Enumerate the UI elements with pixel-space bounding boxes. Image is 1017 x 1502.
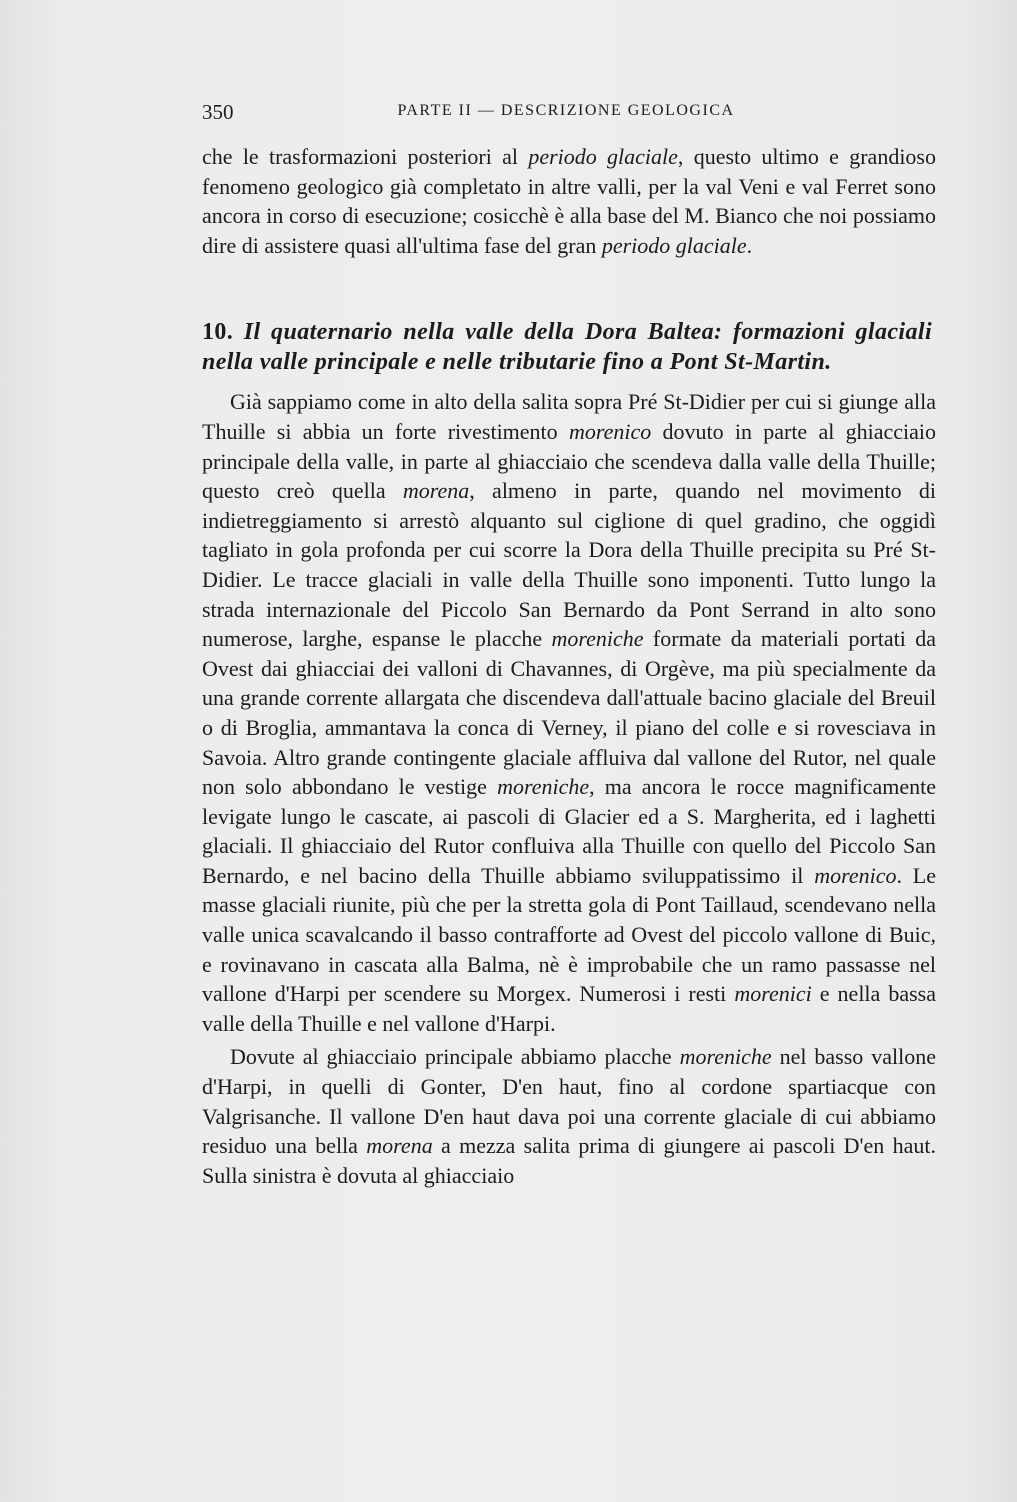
text-run: formate da materiali portati da Ovest dai ghiacciai dei valloni di Chavannes, di Orgève, ma più specialmente da una grande corrente allargata che discendeva dall'attuale bacino glaciale del Breuil o di Broglia, ammantava la conca di Verney, il piano del colle e si rovesciava in Savoia. Altro grande contingente glaciale affluiva dal vallone del Rutor, nel quale non solo abbondano le vestige <box>202 626 936 800</box>
text-run: Dovute al ghiacciaio principale abbiamo placche <box>230 1044 680 1070</box>
text-run: dovuto in parte al ghiacciaio principale della valle, in parte al ghiacciaio che scendeva dalla valle della Thuille; questo creò quella <box>202 418 936 504</box>
italic-term: morenici <box>734 981 812 1007</box>
italic-term: moreniche <box>679 1044 772 1070</box>
section-number: 10. <box>202 319 234 346</box>
paragraph <box>202 387 936 1038</box>
italic-term: moreniche <box>497 774 590 800</box>
text-run: . Le masse glaciali riunite, più che per la stretta gola di Pont Taillaud, scendevano nella valle unica scavalcando il basso contrafforte ad Ovest del piccolo vallone di Buic, e rovinavano in cascata alla Balma, nè è improbabile che un ramo passasse nel vallone d'Harpi per scendere su Morgex. Numerosi i resti <box>202 862 937 1007</box>
section-heading <box>202 318 932 377</box>
italic-term: morenico <box>814 862 897 888</box>
page-number: 350 <box>202 100 234 124</box>
text-run: nel basso vallone d'Harpi, in quelli di Gonter, D'en haut, fino al cordone spartiacque con Valgrisanche. Il vallone D'en haut dava poi una corrente glaciale di cui abbiamo residuo una bella <box>202 1044 936 1159</box>
text-run: . <box>746 232 753 258</box>
intro-paragraph <box>202 142 936 260</box>
italic-term: morena <box>402 478 470 504</box>
body-text <box>202 142 936 1190</box>
text-run: , questo ultimo e grandioso fenomeno geologico già completato in altre valli, per la val Veni e val Ferret sono ancora in corso di esecuzione; cosicchè è alla base del M. Bianco che noi possiamo dire di assistere quasi all'ultima fase del gran <box>202 144 936 258</box>
text-run: , ma ancora le rocce magnificamente levigate lungo le cascate, ai pascoli di Glacier ed a S. Margherita, ed i laghetti glaciali. Il ghiacciaio del Rutor confluiva alla Thuille con quello del Piccolo San Bernardo, e nel bacino della Thuille abbiamo sviluppatissimo il <box>202 774 936 888</box>
text-run: Già sappiamo come in alto della salita sopra Pré St-Didier per cui si giunge alla Thuille si abbia un forte rivestimento <box>202 389 936 444</box>
italic-term: moreniche <box>551 626 644 652</box>
text-run: che le trasformazioni posteriori al <box>202 144 529 169</box>
running-title: PARTE II — DESCRIZIONE GEOLOGICA <box>397 102 735 119</box>
paragraph <box>202 1042 936 1190</box>
italic-term: periodo glaciale <box>528 144 678 169</box>
section-title: Il quaternario nella valle della Dora Baltea: formazioni glaciali nella valle principale e nelle tributarie fino a Pont St-Martin. <box>202 319 933 375</box>
italic-term: morenico <box>568 418 652 444</box>
page-header <box>202 100 930 130</box>
text-run: e nella bassa valle della Thuille e nel vallone d'Harpi. <box>202 981 937 1036</box>
text-run: , almeno in parte, quando nel movimento di indietreggiamento si arrestò alquanto sul ciglione di quel gradino, che oggidì tagliato in gola profonda per cui scorre la Dora della Thuille precipita su Pré St-Didier. Le tracce glaciali in valle della Thuille sono imponenti. Tutto lungo la strada internazionale del Piccolo San Bernardo da Pont Serrand in alto sono numerose, larghe, espanse le placche <box>202 478 936 652</box>
italic-term: morena <box>366 1133 433 1159</box>
text-run: a mezza salita prima di giungere ai pascoli D'en haut. Sulla sinistra è dovuta al ghiacciaio <box>202 1133 936 1188</box>
italic-term: periodo glaciale <box>601 232 747 258</box>
